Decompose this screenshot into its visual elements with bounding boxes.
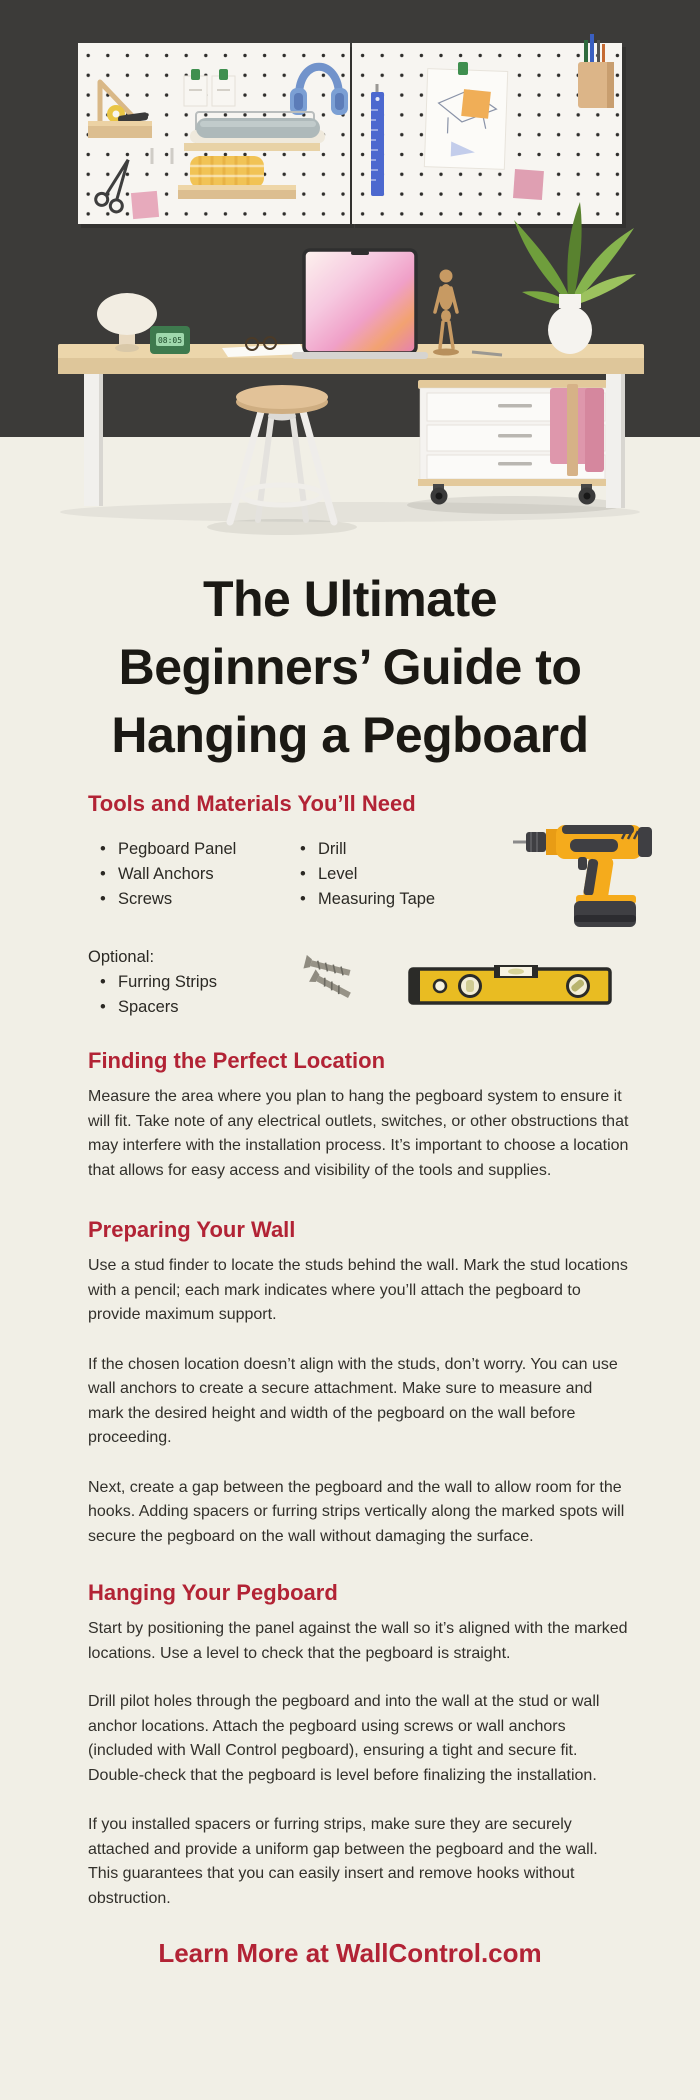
section-location — [0, 1048, 700, 1183]
title-line-1: The Ultimate — [202, 571, 498, 627]
section-tools — [0, 769, 700, 1021]
sketch-paper — [424, 69, 507, 170]
green-clip — [458, 62, 468, 75]
tools-list-column-1 — [88, 837, 278, 912]
preparing-paragraph-3: Next, create a gap between the pegboard and the wall to allow room for the hooks. Adding spacers or furring strips vertically along the marked spots will secure the pegboard on the wall without damaging the surface. — [88, 1478, 625, 1545]
section-heading-preparing: Preparing Your Wall — [88, 1217, 296, 1242]
optional-list — [88, 970, 288, 1020]
list-item: • Screws — [88, 887, 278, 912]
pegboard-panels — [78, 43, 626, 228]
list-item: • Furring Strips — [88, 970, 288, 995]
list-item: • Wall Anchors — [88, 862, 278, 887]
list-item: • Level — [288, 862, 488, 887]
page-title — [0, 565, 700, 769]
pink-sticky-left — [131, 191, 159, 219]
power-drill-icon — [510, 819, 662, 931]
title-line-3: Hanging a Pegboard — [111, 707, 589, 763]
drawer-cart — [418, 380, 614, 505]
screws-icon — [296, 955, 364, 1003]
title-line-2: Beginners’ Guide to — [118, 639, 582, 695]
section-preparing — [0, 1217, 700, 1549]
list-item: • Measuring Tape — [288, 887, 488, 912]
hanging-paragraph-1: Start by positioning the panel against the wall so it’s aligned with the marked locations. Use a level to check that the pegboard is straight. — [88, 1620, 628, 1662]
hanging-paragraph-3: If you installed spacers or furring strips, make sure they are securely attached and provide a uniform gap between the pegboard and the wall. This guarantees that you can easily insert and remove hooks without obstruction. — [88, 1816, 598, 1907]
spirit-level-icon — [406, 961, 614, 1009]
workspace-hero-photo — [0, 0, 700, 535]
preparing-paragraph-1: Use a stud finder to locate the studs behind the wall. Mark the stud locations with a pencil; each mark indicates where you’ll attach the pegboard to provide maximum support. — [88, 1257, 628, 1323]
location-paragraph: Measure the area where you plan to hang the pegboard system to ensure it will fit. Take note of any electrical outlets, switches, or other obstructions that may interfere with the installation process. It’s important to choose a location that allows for easy access and visibility of the tools and supplies. — [88, 1088, 629, 1179]
hanging-paragraph-2: Drill pilot holes through the pegboard and into the wall at the stud or wall anchor locations. Attach the pegboard using screws or wall anchors (included with Wall Control pegboard), ensuring a tight and secure fit. Double-check that the pegboard is level before finalizing the installation. — [88, 1693, 600, 1784]
blue-ruler — [371, 84, 384, 196]
digital-clock — [150, 326, 190, 354]
section-heading-location: Finding the Perfect Location — [88, 1048, 386, 1073]
pink-sticky-right — [513, 169, 544, 200]
optional-label: Optional: — [88, 948, 155, 966]
workspace-illustration — [0, 0, 700, 535]
tools-list-column-2 — [288, 837, 488, 912]
section-heading-hanging: Hanging Your Pegboard — [88, 1580, 338, 1605]
list-item: • Drill — [288, 837, 488, 862]
svg-text:08:05: 08:05 — [157, 336, 183, 345]
laptop — [292, 250, 428, 359]
footer-cta: Learn More at WallControl.com — [158, 1938, 542, 1968]
section-hanging — [0, 1580, 700, 1911]
section-heading-tools: Tools and Materials You’ll Need — [88, 791, 416, 816]
list-item: • Spacers — [88, 995, 288, 1020]
preparing-paragraph-2: If the chosen location doesn’t align with the studs, don’t worry. You can use wall anchors to create a secure attachment. Make sure to measure and mark the desired height and width of the pegboard on the wall before proceeding. — [88, 1355, 618, 1446]
list-item: • Pegboard Panel — [88, 837, 278, 862]
